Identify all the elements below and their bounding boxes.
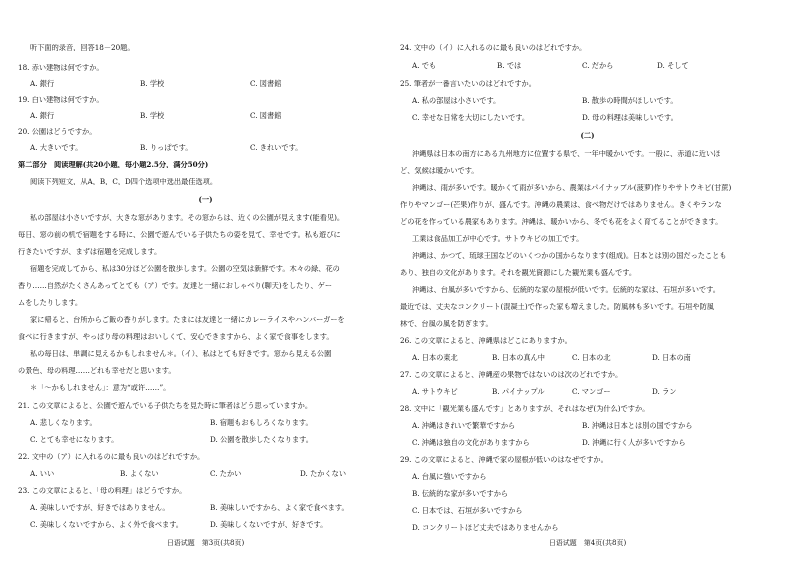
page-4-column — [400, 0, 775, 579]
q27-option-d[interactable]: D. ラン — [652, 387, 677, 396]
q19-option-b[interactable]: B. 学校 — [140, 111, 165, 120]
q22-option-a[interactable]: A. いい — [30, 469, 55, 478]
question-23-stem — [18, 487, 393, 494]
question-26-stem: 26. この文章によると、沖縄県はどこにありますか。 — [400, 337, 572, 345]
q18-option-c[interactable]: C. 図書館 — [250, 79, 282, 88]
q27-option-a[interactable]: A. サトウキビ — [412, 387, 458, 396]
q28-option-b[interactable]: B. 沖縄は日本とは別の国ですから — [582, 421, 693, 430]
q26-option-c[interactable]: C. 日本の北 — [572, 353, 611, 362]
passage-1-line: 行きたいですが、まずは宿題を完成します。 — [18, 248, 162, 256]
passage-2-line: 沖縄は、台風が多いですから、伝統的な家の屋根が低いです。伝統的な家は、石垣が多いです。 — [412, 286, 720, 294]
page-3-footer: 日语试题 第3页(共8页) — [166, 539, 245, 547]
q24-option-b[interactable]: B. では — [497, 61, 522, 70]
q23-option-d[interactable]: D. 美味しくないですが、好きです。 — [210, 520, 328, 529]
q23-option-a[interactable]: A. 美味しいですが、好きではありません。 — [30, 503, 170, 512]
q19-option-a[interactable]: A. 銀行 — [30, 111, 55, 120]
passage-1-line: 私の部屋は小さいですが、大きな窓があります。その窓からは、近くの公園が見えます(能看见)。 — [30, 214, 345, 222]
question-18-stem: 18. 赤い建物は何ですか。 — [18, 64, 104, 72]
q21-option-a[interactable]: A. 悲しくなります。 — [30, 418, 97, 427]
passage-2-line: ど、気候は暖かいです。 — [400, 167, 479, 175]
q21-option-b[interactable]: B. 宿題もおもしろくなります。 — [210, 418, 313, 427]
passage-2-line: どの花を作っている農家もあります。沖縄は、暖かいから、冬でも花をよく育てることができます。 — [400, 218, 723, 226]
q22-option-c[interactable]: C. たかい — [210, 469, 242, 478]
q24-option-a[interactable]: A. でも — [412, 61, 437, 70]
passage-1-line: 食べに行きますが、やっぱり母の料理はおいしくて、安心できますから、よく家で食事をします。 — [18, 333, 334, 341]
q29-option-b[interactable]: B. 伝統的な家が多いですから — [412, 489, 509, 498]
q24-option-c[interactable]: C. だから — [582, 61, 614, 70]
passage-1-line: の景色、母の料理……どれも幸せだと思います。 — [18, 367, 176, 375]
passage-2-line: 工業は食品加工が中心です。サトウキビの加工です。 — [412, 235, 584, 243]
section-1-heading: (一) — [198, 196, 213, 204]
passage-2-line: 沖縄は、雨が多いです。暖かくて雨が多いから、農業はパイナップル(菠萝)作りやサトウキビ(甘蔗) — [412, 184, 732, 192]
passage-2-period: 。 — [628, 269, 637, 277]
q18-option-b[interactable]: B. 学校 — [140, 79, 165, 88]
question-28-stem — [400, 405, 775, 412]
q24-option-d[interactable]: D. そして — [657, 61, 689, 70]
q22-option-b[interactable]: B. よくない — [120, 469, 159, 478]
q20-option-b[interactable]: B. りっぱです。 — [140, 143, 193, 152]
q26-option-a[interactable]: A. 日本の東北 — [412, 353, 458, 362]
footnote: ＊「～かもしれません」：意为“或许……”。 — [30, 384, 171, 392]
q18-option-a[interactable]: A. 銀行 — [30, 79, 55, 88]
q26-option-b[interactable]: B. 日本の真ん中 — [492, 353, 545, 362]
passage-1-line: 香り……自然がたくさんあってとても（ア）です。友達と一緒におしゃべり(聊天)をしたり、ゲー — [18, 282, 333, 290]
listening-instruction: 听下面的录音，回答18－20题。 — [30, 44, 135, 52]
q29-option-c[interactable]: C. 日本では、石垣が多いですから — [412, 506, 523, 515]
question-22-stem: 22. 文中の（ア）に入れるのに最も良いのはどれですか。 — [18, 453, 205, 461]
q25-option-c[interactable]: C. 幸せな日常を大切にしたいです。 — [412, 113, 530, 122]
passage-2-line — [400, 269, 775, 276]
q19-option-c[interactable]: C. 図書館 — [250, 111, 282, 120]
q23-stem-suffix: 」はどうですか。 — [128, 487, 187, 495]
part2-title: 第二部分 阅读理解(共20小题，每小题2.5分，满分50分) — [18, 161, 209, 169]
q25-option-d[interactable]: D. 母の料理は美味しいです。 — [582, 113, 678, 122]
passage-2-line: 沖縄県は日本の南方にある九州地方に位置する県で、一年中暖かいです。一般に、赤道に近いほ — [412, 150, 721, 158]
passage-1-line: 宿題を完成してから、私は30分ほど公園を散歩します。公園の空気は新鮮です。木々の緑、花の — [30, 265, 340, 273]
passage-1-line: 私の毎日は、単調に見えるかもしれません＊。（イ）、私はとても好きです。窓から見える公園 — [30, 350, 332, 358]
q27-option-b[interactable]: B. パイナップル — [492, 387, 545, 396]
question-29-stem: 29. この文章によると、沖縄で家の屋根が低いのはなぜですか。 — [400, 456, 608, 464]
q25-option-a[interactable]: A. 私の部屋は小さいです。 — [412, 96, 501, 105]
q25-option-b[interactable]: B. 散歩の時間がほしいです。 — [582, 96, 678, 105]
q20-option-a[interactable]: A. 大きいです。 — [30, 143, 83, 152]
q26-option-d[interactable]: D. 日本の南 — [652, 353, 691, 362]
question-24-stem: 24. 文中の（イ）に入れるのに最も良いのはどれですか。 — [400, 44, 587, 52]
q23-stem-prefix: 23. この文章によると、「 — [18, 487, 100, 495]
passage-2-underlined-phrase: 観光業も盛んです — [571, 269, 629, 277]
q29-option-a[interactable]: A. 台風に強いですから — [412, 472, 487, 481]
question-19-stem: 19. 白い建物は何ですか。 — [18, 96, 104, 104]
q27-option-c[interactable]: C. マンゴー — [572, 387, 611, 396]
passage-2-text: あり、独自の文化があります。それを観光資源にした — [400, 269, 572, 277]
q28-option-c[interactable]: C. 沖縄は独自の文化がありますから — [412, 438, 530, 447]
q28-underlined-phrase: 観光業も盛んです — [442, 405, 500, 413]
q29-option-d[interactable]: D. コンクリートほど丈夫ではありませんから — [412, 523, 559, 532]
q28-option-d[interactable]: D. 沖縄に行く人が多いですから — [582, 438, 686, 447]
page-3-column — [18, 0, 393, 579]
passage-1-line: 毎日、窓の前の机で宿題をする時に、公園で遊んでいる子供たちの姿を見て、幸せです。私も遊びに — [18, 231, 341, 239]
question-21-stem: 21. この文章によると、公園で遊んでいる子供たちを見た時に筆者はどう思っていますか。 — [18, 402, 313, 410]
passage-2-line: 沖縄は、かつて、琉球王国などのいくつかの国からなります(组成)。日本とは別の国だったことも — [412, 252, 727, 260]
q23-option-c[interactable]: C. 美味しくないですから、よく外で食べます。 — [30, 520, 183, 529]
q22-option-d[interactable]: D. たかくない — [300, 469, 347, 478]
q28-stem-prefix: 28. 文中に「 — [400, 405, 443, 413]
question-27-stem: 27. この文章によると、沖縄産の果物ではないのは次のどれですか。 — [400, 371, 623, 379]
passage-2-line: 林で、台風の風を防ぎます。 — [400, 320, 493, 328]
question-20-stem: 20. 公園はどうですか。 — [18, 128, 97, 136]
q28-stem-suffix: 」とありますが、それはなぜ(为什么)ですか。 — [499, 405, 650, 413]
q21-option-c[interactable]: C. とても幸せになります。 — [30, 435, 119, 444]
passage-1-line: 家に帰ると、台所からご飯の香りがします。たまには友達と一緒にカレーライスやハンバーガーを — [30, 316, 345, 324]
q23-underlined-phrase: 母の料理 — [100, 487, 129, 495]
q23-option-b[interactable]: B. 美味しいですから、よく家で食べます。 — [210, 503, 349, 512]
q21-option-d[interactable]: D. 公園を散歩したくなります。 — [210, 435, 313, 444]
passage-2-line: 作りやマンゴー(芒果)作りが、盛んです。沖縄の農業は、食べ物だけではありません。きくやランな — [400, 201, 722, 209]
page-4-footer: 日语试题 第4页(共8页) — [548, 539, 627, 547]
passage-2-line: 最近では、丈夫なコンクリート(混凝土)で作った家も増えました。防風林も多いです。石垣や防風 — [400, 303, 714, 311]
passage-1-line: ムをしたりします。 — [18, 299, 83, 307]
q28-option-a[interactable]: A. 沖縄はきれいで繁華ですから — [412, 421, 516, 430]
q20-option-c[interactable]: C. きれいです。 — [250, 143, 303, 152]
section-2-heading: (二) — [580, 132, 595, 140]
part2-instruction: 阅读下列短文，从A，B，C，D四个选项中选出最佳选项。 — [30, 178, 218, 186]
question-25-stem: 25. 筆者が一番言いたいのはどれですか。 — [400, 80, 536, 88]
